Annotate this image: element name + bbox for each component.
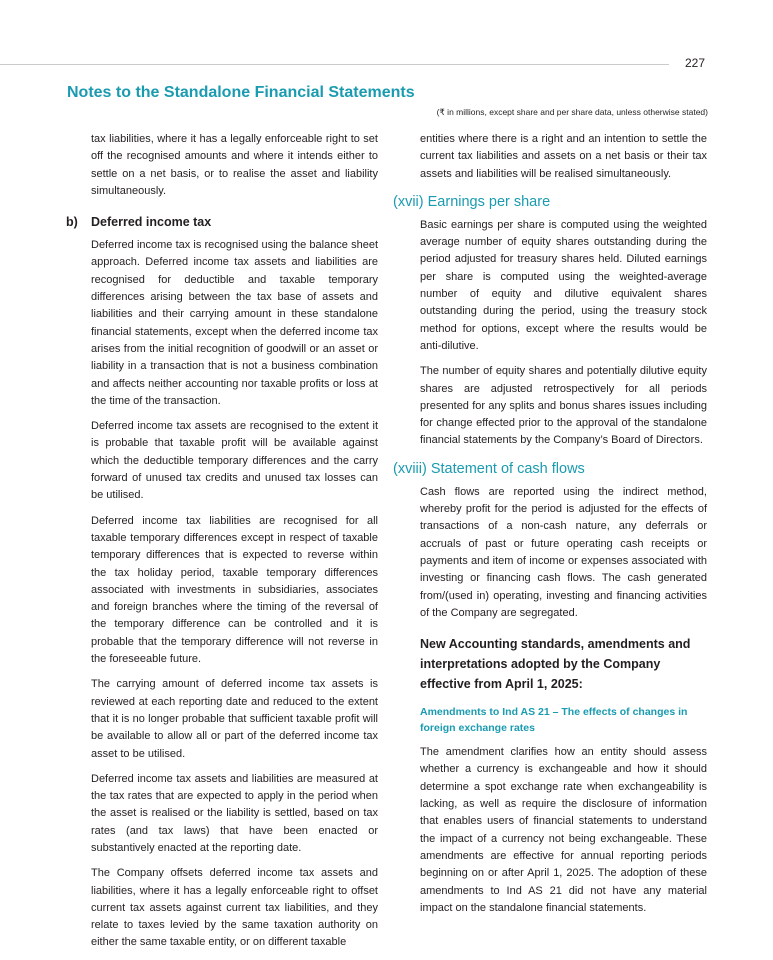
paragraph: Deferred income tax assets and liabilities are measured at the tax rates that are expected to apply in the period when the asset is realised or the liability is settled, based on tax rates (and tax laws) that have been enacted or substantively enacted at the reporting date. xyxy=(91,772,378,854)
paragraph: The Company offsets deferred income tax assets and liabilities, where it has a legally enforceable right to offset current tax assets against current tax liabilities, and they relate to taxes levied by the same taxation authority on either the same taxable entity, or on different taxable xyxy=(91,867,378,949)
unit-note: (₹ in millions, except share and per share data, unless otherwise stated) xyxy=(436,107,708,117)
section-heading-earnings-per-share: (xvii) Earnings per share xyxy=(393,193,551,210)
new-standards-heading: New Accounting standards, amendments and interpretations adopted by the Company effective from April 1, 2025: xyxy=(420,637,691,692)
paragraph: Basic earnings per share is computed using the weighted average number of equity shares outstanding during the period adjusted for treasury shares held. Diluted earnings per share is computed using the weighted-average number of equity and dilutive equivalent shares outstanding during the period, using the treasury stock method for options, except where the results would be anti-dilutive. xyxy=(420,218,707,352)
paragraph: The carrying amount of deferred income tax assets is reviewed at each reporting date and reduced to the extent that it is no longer probable that sufficient taxable profit will be available to allow all or part of the deferred income tax asset to be utilised. xyxy=(91,678,378,760)
right-column xyxy=(393,131,707,925)
page-number: 227 xyxy=(685,56,706,70)
ind-as-21-heading: Amendments to Ind AS 21 – The effects of changes in foreign exchange rates xyxy=(420,706,688,735)
paragraph: Deferred income tax assets are recognised to the extent it is probable that taxable profit will be available against which the deductible temporary differences and the carry forward of unused tax credits and unused tax losses can be utilised. xyxy=(91,420,378,502)
section-heading-text: Deferred income tax xyxy=(91,215,212,230)
paragraph: Deferred income tax is recognised using the balance sheet approach. Deferred income tax assets and liabilities are recognised for deductible and taxable temporary differences arising between the tax base of assets and liabilities and their carrying amount in these standalone financial statements, except when the deferred income tax arises from the initial recognition of goodwill or an asset or liability in a transaction that is not a business combination and affects neither accounting nor taxable profits or loss at the time of the transaction. xyxy=(91,239,378,407)
paragraph: Deferred income tax liabilities are recognised for all taxable temporary differences except in respect of taxable temporary differences that is expected to reverse within the tax holiday period, taxable temporary differences associated with investments in subsidiaries, associates and foreign branches where the timing of the reversal of the temporary difference can be controlled and it is probable that the temporary difference will not reverse in the foreseeable future. xyxy=(91,514,378,666)
section-heading-cash-flows: (xviii) Statement of cash flows xyxy=(393,460,585,477)
section-heading-deferred-income-tax xyxy=(66,215,378,230)
paragraph: entities where there is a right and an intention to settle the current tax liabilities and assets on a net basis or their tax assets and liabilities will be realised simultaneously. xyxy=(420,133,707,180)
left-column xyxy=(66,131,378,960)
section-letter: b) xyxy=(66,215,78,230)
paragraph: The number of equity shares and potentially dilutive equity shares are adjusted retrospectively for all periods presented for any splits and bonus shares issues including for change effected prior to the approval of the standalone financial statements by the Company’s Board of Directors. xyxy=(420,365,707,447)
page-title: Notes to the Standalone Financial Statements xyxy=(67,84,415,101)
paragraph: tax liabilities, where it has a legally enforceable right to set off the recognised amounts and where it intends either to settle on a net basis, or to realise the asset and liability simultaneously. xyxy=(91,133,378,197)
header-rule xyxy=(0,64,669,65)
paragraph: Cash flows are reported using the indirect method, whereby profit for the period is adjusted for the effects of transactions of a non-cash nature, any deferrals or accruals of past or future operating cash receipts or payments and item of income or expenses associated with investing or financing cash flows. The cash generated from/(used in) operating, investing and financing activities of the Company are segregated. xyxy=(420,485,707,619)
paragraph: The amendment clarifies how an entity should assess whether a currency is exchangeable and how it should determine a spot exchange rate when exchangeability is lacking, as well as require the disclosure of information that enables users of financial statements to understand the impact of a currency not being exchangeable. These amendments are effective for annual reporting periods beginning on or after April 1, 2025. The adoption of these amendments to Ind AS 21 did not have any material impact on the standalone financial statements. xyxy=(420,746,707,914)
